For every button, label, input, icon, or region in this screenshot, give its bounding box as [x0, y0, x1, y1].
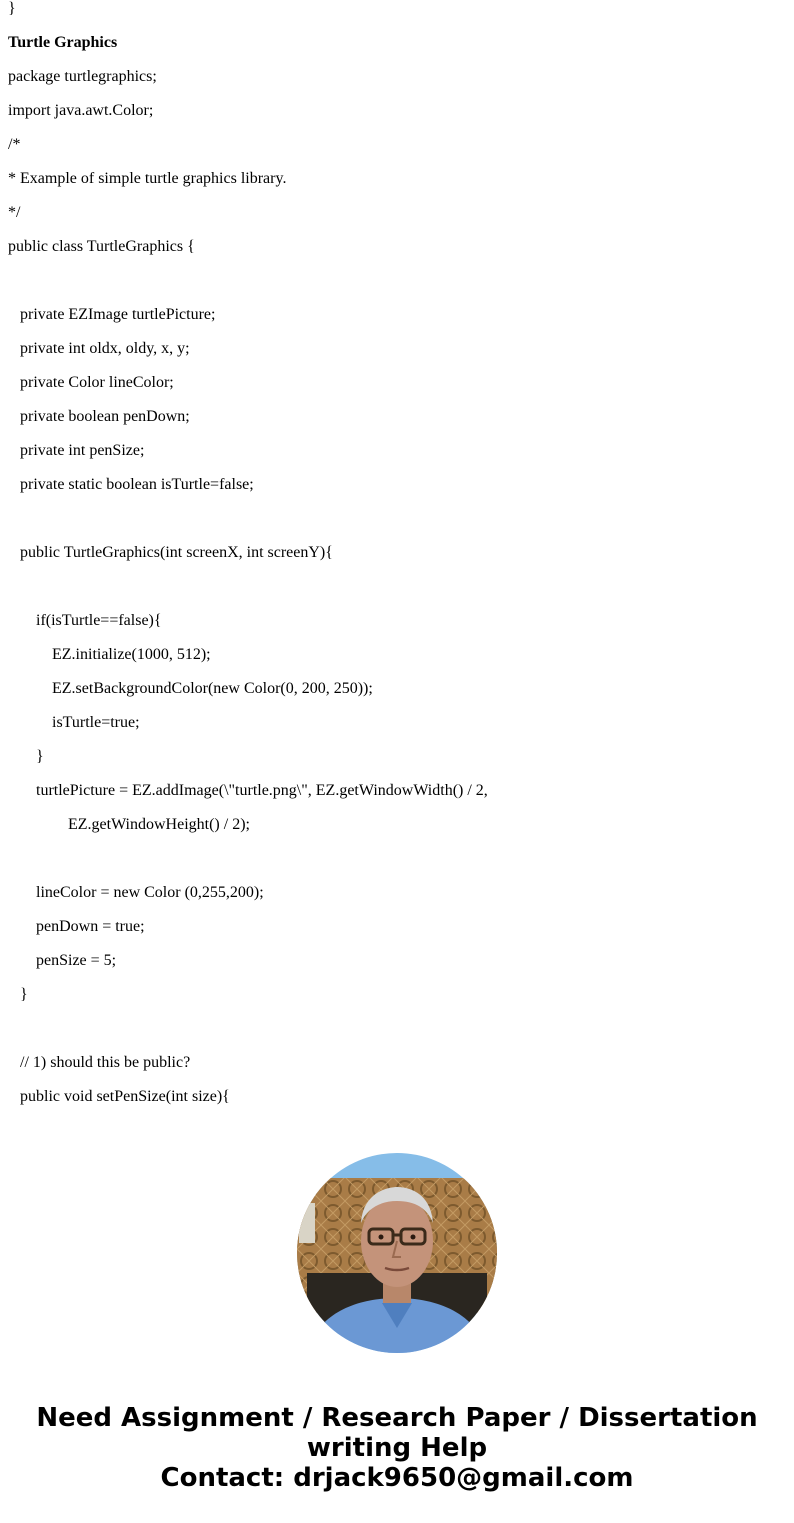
code-line: private boolean penDown; [20, 408, 190, 425]
blank-line [8, 1020, 788, 1038]
code-line: public TurtleGraphics(int screenX, int screenY){ [20, 544, 333, 561]
blank-line [8, 272, 788, 290]
blank-line [8, 578, 788, 596]
code-line: private EZImage turtlePicture; [20, 306, 216, 323]
blank-line [8, 850, 788, 868]
code-line: EZ.getWindowHeight() / 2); [68, 816, 250, 833]
code-listing [8, 0, 788, 1122]
code-line: public void setPenSize(int size){ [20, 1088, 230, 1105]
author-avatar [297, 1153, 497, 1353]
banner-contact-line: Contact: drjack9650@gmail.com [160, 1463, 634, 1493]
code-line: public class TurtleGraphics { [8, 238, 195, 255]
code-line: } [20, 986, 28, 1003]
code-line: // 1) should this be public? [20, 1054, 191, 1071]
code-line: turtlePicture = EZ.addImage(\"turtle.png\", EZ.getWindowWidth() / 2, [36, 782, 488, 799]
code-line: penSize = 5; [36, 952, 117, 969]
code-line: isTurtle=true; [52, 714, 140, 731]
code-line: penDown = true; [36, 918, 145, 935]
contact-banner [0, 1403, 794, 1493]
code-line: private int oldx, oldy, x, y; [20, 340, 190, 357]
code-line: EZ.initialize(1000, 512); [52, 646, 211, 663]
blank-line [8, 510, 788, 528]
code-line: private Color lineColor; [20, 374, 174, 391]
banner-line-1: Need Assignment / Research Paper / Dissertation [36, 1403, 758, 1433]
person-photo-icon [297, 1153, 497, 1353]
code-line: private int penSize; [20, 442, 145, 459]
code-line: } [36, 748, 44, 765]
code-line: import java.awt.Color; [8, 102, 154, 119]
code-line: lineColor = new Color (0,255,200); [36, 884, 264, 901]
banner-line-2: writing Help [306, 1433, 488, 1463]
code-line: } [8, 0, 16, 17]
code-line: */ [8, 204, 21, 221]
code-line: /* [8, 136, 21, 153]
code-line: EZ.setBackgroundColor(new Color(0, 200, 250)); [52, 680, 373, 697]
code-line: * Example of simple turtle graphics library. [8, 170, 287, 187]
section-heading: Turtle Graphics [8, 34, 118, 51]
code-line: private static boolean isTurtle=false; [20, 476, 254, 493]
code-line: package turtlegraphics; [8, 68, 157, 85]
code-line: if(isTurtle==false){ [36, 612, 162, 629]
